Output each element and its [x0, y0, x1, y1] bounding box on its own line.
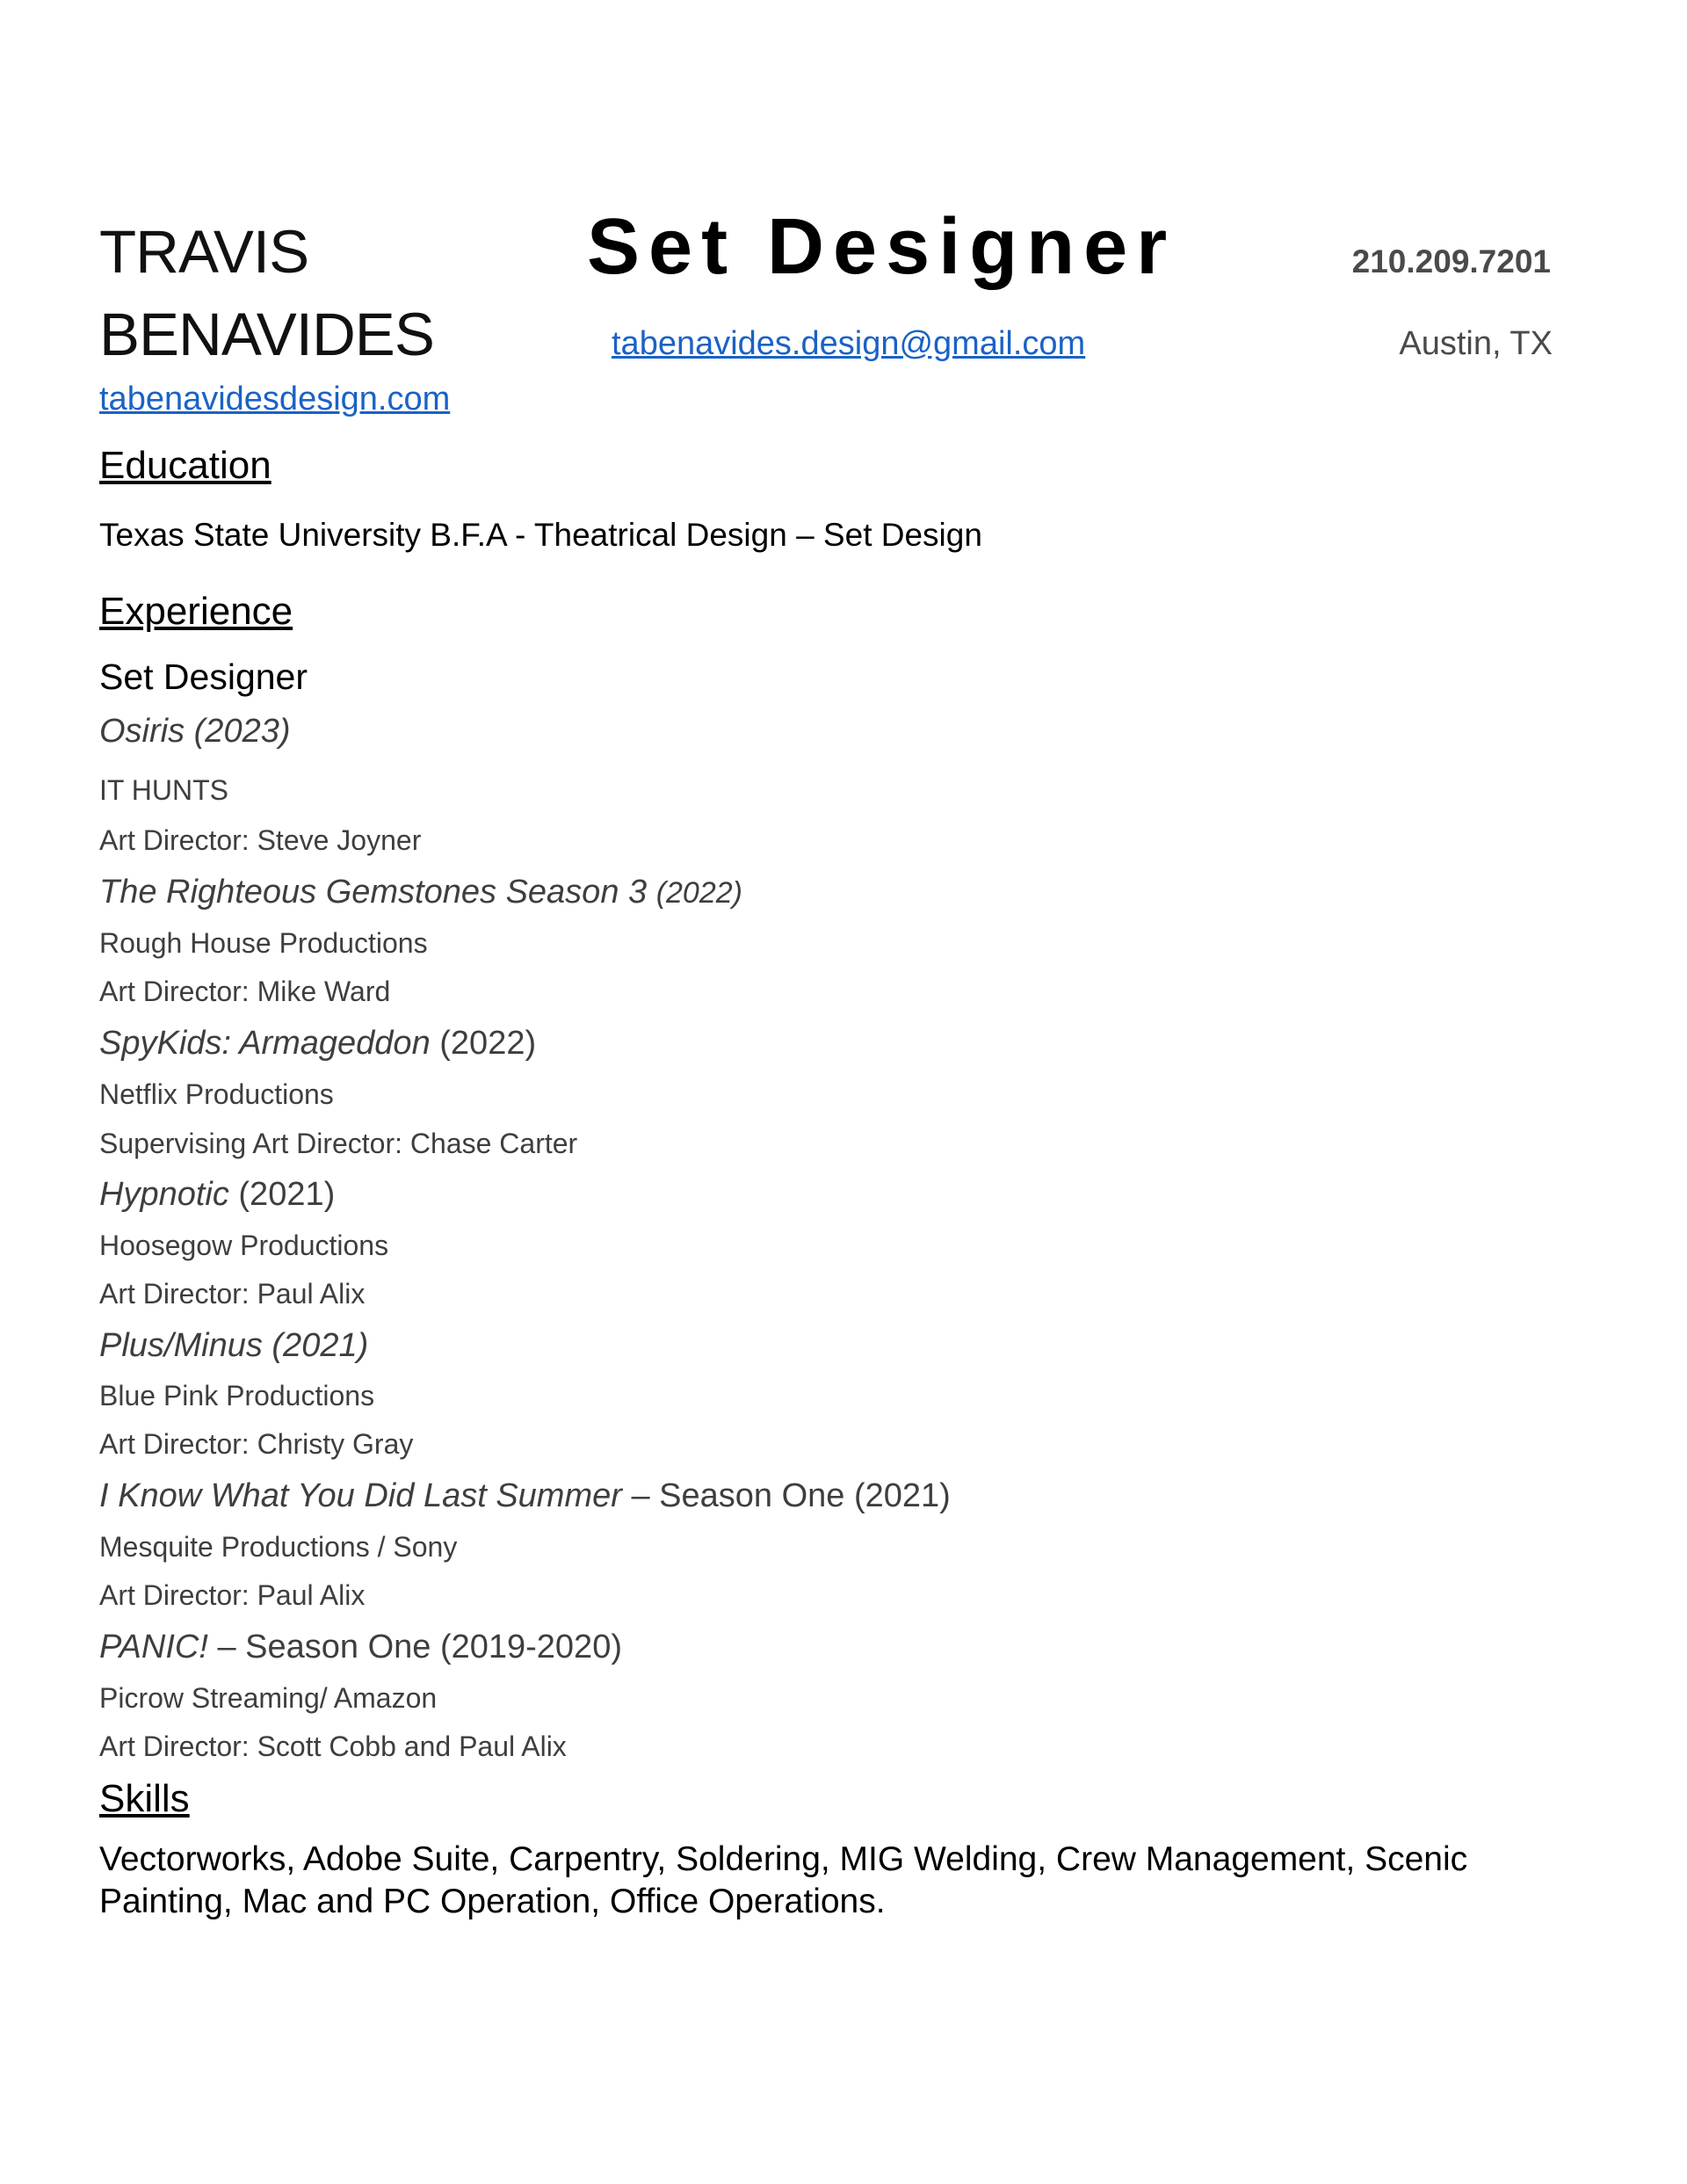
experience-heading: Experience: [99, 590, 293, 633]
phone-number: 210.209.7201: [1351, 243, 1551, 279]
project-title-text: Hypnotic: [99, 1176, 229, 1213]
education-heading: Education: [99, 444, 272, 487]
project-title-text: The Righteous Gemstones Season 3: [99, 874, 648, 911]
project-director: Art Director: Paul Alix: [99, 1278, 366, 1310]
email-link[interactable]: tabenavides.design@gmail.com: [612, 325, 1086, 362]
project-company: IT HUNTS: [99, 774, 228, 806]
project-company: Blue Pink Productions: [99, 1380, 375, 1411]
project-year: (2022): [439, 1025, 537, 1062]
first-name: TRAVIS: [99, 218, 309, 286]
project-director: Supervising Art Director: Chase Carter: [99, 1128, 578, 1159]
project-title: [99, 1479, 951, 1513]
project-title-text: PANIC!: [99, 1629, 208, 1665]
project-title: [99, 1329, 368, 1362]
last-name: BENAVIDES: [99, 301, 434, 368]
page-title: Set Designer: [587, 203, 1177, 291]
project-company: Picrow Streaming/ Amazon: [99, 1682, 438, 1714]
project-title: [99, 1630, 622, 1664]
project-director: Art Director: Paul Alix: [99, 1579, 366, 1611]
project-company: Hoosegow Productions: [99, 1230, 389, 1261]
project-title-text: Osiris (2023): [99, 713, 291, 750]
project-title-text: SpyKids: Armageddon: [99, 1025, 431, 1062]
project-year: – Season One (2021): [631, 1477, 951, 1514]
project-year: – Season One (2019-2020): [217, 1629, 622, 1665]
location: Austin, TX: [1399, 325, 1553, 362]
project-company: Mesquite Productions / Sony: [99, 1531, 458, 1563]
project-director: Art Director: Mike Ward: [99, 976, 391, 1007]
project-year: (2021): [238, 1176, 336, 1213]
project-title: [99, 715, 291, 748]
project-director: Art Director: Steve Joyner: [99, 824, 422, 856]
project-title: [99, 1178, 335, 1211]
education-entry: Texas State University B.F.A - Theatrical Design – Set Design: [99, 517, 982, 553]
skills-list: Vectorworks, Adobe Suite, Carpentry, Soldering, MIG Welding, Crew Management, Scenic Painting, Mac and PC Operation, Office Operations.: [99, 1840, 1468, 1920]
skills-heading: Skills: [99, 1777, 190, 1820]
project-company: Rough House Productions: [99, 927, 428, 959]
project-title-text: I Know What You Did Last Summer: [99, 1477, 622, 1514]
project-company: Netflix Productions: [99, 1078, 334, 1110]
project-year: (2022): [655, 876, 742, 910]
project-title: [99, 1027, 536, 1060]
project-director: Art Director: Scott Cobb and Paul Alix: [99, 1731, 567, 1762]
project-title: [99, 875, 742, 909]
website-link[interactable]: tabenavidesdesign.com: [99, 381, 451, 417]
experience-role: Set Designer: [99, 657, 308, 697]
project-director: Art Director: Christy Gray: [99, 1428, 414, 1460]
project-title-text: Plus/Minus (2021): [99, 1327, 369, 1364]
